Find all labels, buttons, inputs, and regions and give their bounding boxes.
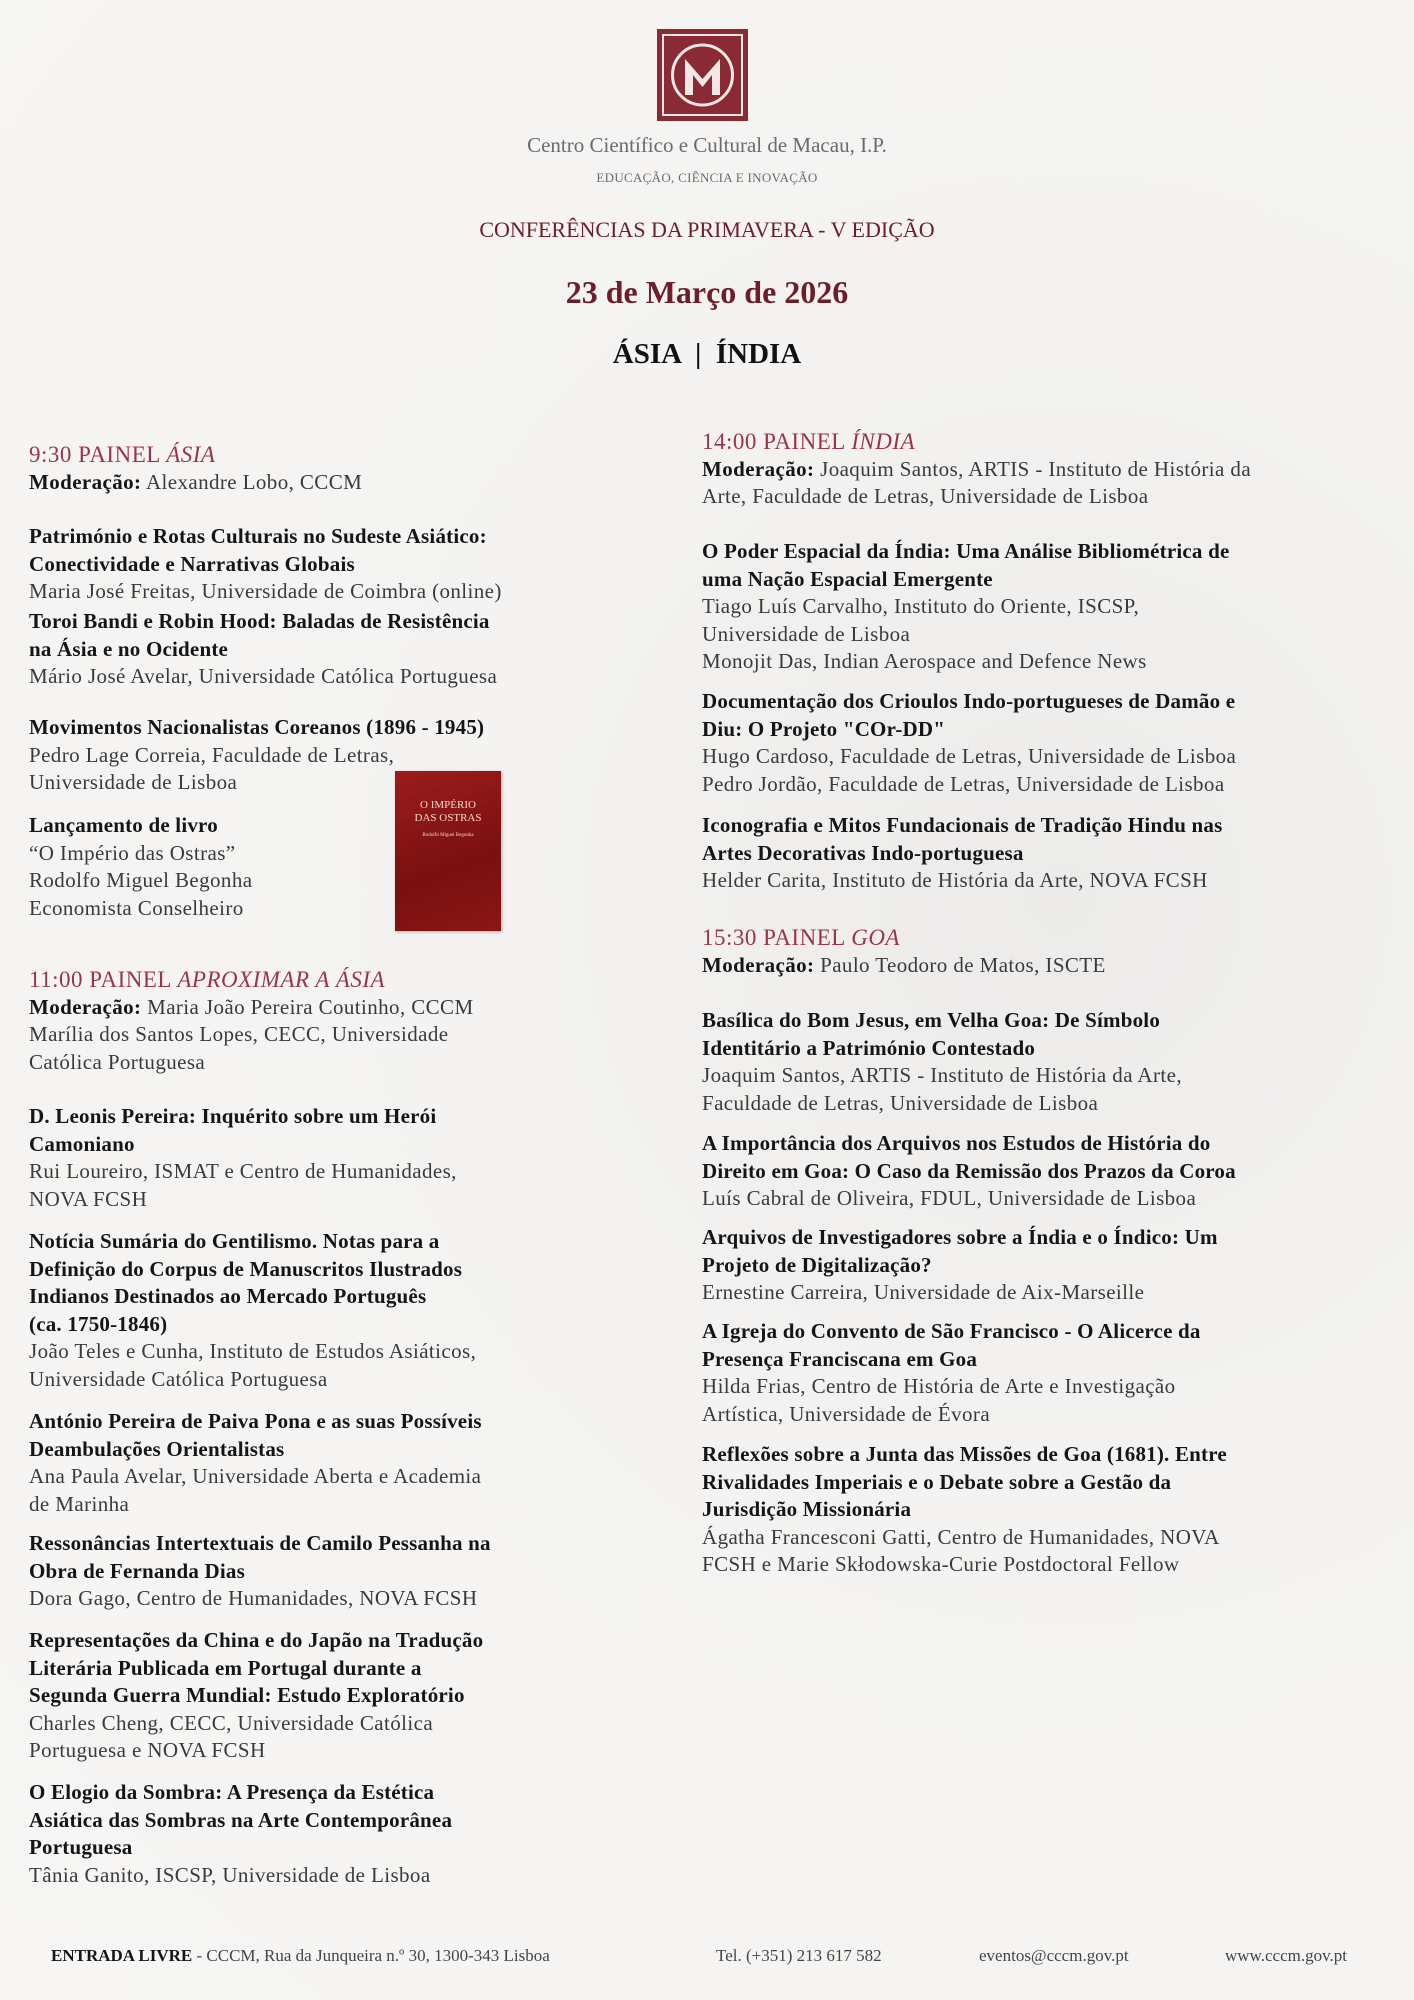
- talk-title: Toroi Bandi e Robin Hood: Baladas de Resistência: [29, 609, 490, 633]
- talk-title: Portuguesa: [29, 1835, 133, 1859]
- entry-label: ENTRADA LIVRE: [51, 1946, 193, 1965]
- footer-website[interactable]: www.cccm.gov.pt: [1225, 1946, 1347, 1965]
- panel-title: [702, 428, 1342, 456]
- talk-item: [29, 1228, 669, 1393]
- moderation-line: [29, 1049, 669, 1077]
- talk-title: Obra de Fernanda Dias: [29, 1558, 245, 1583]
- talk-item: [702, 1318, 1342, 1428]
- talk-title: Ressonâncias Intertextuais de Camilo Pessanha na: [29, 1531, 491, 1555]
- talk-speaker: Joaquim Santos, ARTIS - Instituto de História da Arte,: [702, 1063, 1182, 1087]
- moderation-line: [29, 1021, 669, 1049]
- moderation-line: [29, 469, 669, 497]
- book-cover-title-2: DAS OSTRAS: [414, 812, 482, 824]
- talk-item: [29, 1530, 669, 1613]
- address-text: - CCCM, Rua da Junqueira n.º 30, 1300-343 Lisboa: [192, 1946, 550, 1965]
- panel-name: ÍNDIA: [851, 429, 916, 454]
- talk-title: Definição do Corpus de Manuscritos Ilustrados: [29, 1256, 463, 1281]
- talk-item: [702, 538, 1342, 676]
- talk-title: Direito em Goa: O Caso da Remissão dos Prazos da Coroa: [702, 1158, 1236, 1183]
- talk-speaker: Charles Cheng, CECC, Universidade Católica: [29, 1710, 434, 1735]
- talk-speaker: FCSH e Marie Skłodowska-Curie Postdoctoral Fellow: [702, 1552, 1180, 1576]
- talk-speaker: Portuguesa e NOVA FCSH: [29, 1738, 266, 1762]
- talk-title: Arquivos de Investigadores sobre a Índia e o Índico: Um: [702, 1225, 1218, 1249]
- moderation-label: Moderação:: [702, 456, 815, 481]
- talk-title: Notícia Sumária do Gentilismo. Notas para a: [29, 1229, 440, 1253]
- talk-item: [29, 812, 669, 922]
- talk-speaker: Hilda Frias, Centro de História de Arte e Investigação: [702, 1374, 1176, 1398]
- talk-title: D. Leonis Pereira: Inquérito sobre um Herói: [29, 1104, 437, 1128]
- panel-header: [702, 924, 1342, 979]
- talk-speaker: Helder Carita, Instituto de História da Arte, NOVA FCSH: [702, 868, 1208, 892]
- talk-title: Projeto de Digitalização?: [702, 1252, 932, 1277]
- talk-title: Literária Publicada em Portugal durante a: [29, 1655, 422, 1680]
- talk-title: Diu: O Projeto "COr-DD": [702, 716, 946, 741]
- talk-item: [702, 1007, 1342, 1117]
- panel-title: [702, 924, 1342, 952]
- event-date: 23 de Março de 2026: [565, 274, 849, 310]
- talk-item: [29, 1408, 669, 1518]
- moderation-text: Paulo Teodoro de Matos, ISCTE: [814, 952, 1106, 977]
- org-tagline: EDUCAÇÃO, CIÊNCIA E INOVAÇÃO: [596, 170, 818, 185]
- talk-title: Artes Decorativas Indo-portuguesa: [702, 840, 1024, 865]
- talk-title: Conectividade e Narrativas Globais: [29, 551, 355, 576]
- talk-title: O Poder Espacial da Índia: Uma Análise Bibliométrica de: [702, 539, 1230, 563]
- panel-title: [29, 966, 669, 994]
- footer-email[interactable]: eventos@cccm.gov.pt: [979, 1946, 1129, 1965]
- panel-time: 14:00 PAINEL: [702, 429, 852, 454]
- talk-title: Presença Franciscana em Goa: [702, 1346, 978, 1371]
- talk-speaker: Ana Paula Avelar, Universidade Aberta e Academia: [29, 1464, 482, 1488]
- talk-speaker: Dora Gago, Centro de Humanidades, NOVA FCSH: [29, 1586, 478, 1610]
- talk-title: Deambulações Orientalistas: [29, 1436, 285, 1461]
- talk-title: Camoniano: [29, 1131, 135, 1156]
- panel-header: [29, 441, 669, 496]
- talk-item: [702, 812, 1342, 895]
- panel-name: ÁSIA: [166, 442, 216, 467]
- talk-speaker: Maria José Freitas, Universidade de Coimbra (online): [29, 579, 502, 603]
- talk-item: [702, 1130, 1342, 1213]
- talk-speaker: Tiago Luís Carvalho, Instituto do Oriente, ISCSP,: [702, 594, 1140, 618]
- talk-title: uma Nação Espacial Emergente: [702, 566, 993, 591]
- footer-phone: Tel. (+351) 213 617 582: [716, 1946, 882, 1965]
- talk-title: Reflexões sobre a Junta das Missões de Goa (1681). Entre: [702, 1442, 1227, 1466]
- moderation-line: [702, 483, 1342, 511]
- talk-title: Rivalidades Imperiais e o Debate sobre a Gestão da: [702, 1469, 1172, 1494]
- talk-item: [702, 1224, 1342, 1307]
- talk-title: Representações da China e do Japão na Tradução: [29, 1628, 484, 1652]
- panel-name: APROXIMAR A ÁSIA: [177, 967, 386, 992]
- book-cover-author: Rodolfo Miguel Begonha: [422, 833, 474, 838]
- talk-title: Segunda Guerra Mundial: Estudo Exploratório: [29, 1683, 465, 1707]
- panel-time: 11:00 PAINEL: [29, 967, 178, 992]
- talk-speaker: João Teles e Cunha, Instituto de Estudos Asiáticos,: [29, 1339, 477, 1363]
- moderation-text: Católica Portuguesa: [29, 1049, 206, 1074]
- talk-speaker: Ágatha Francesconi Gatti, Centro de Humanidades, NOVA: [702, 1524, 1220, 1549]
- talk-item: [29, 714, 669, 797]
- talk-title: Lançamento de livro: [29, 813, 218, 837]
- talk-speaker: Universidade de Lisboa: [29, 770, 238, 794]
- talk-item: [702, 688, 1342, 798]
- talk-speaker: Faculdade de Letras, Universidade de Lisboa: [702, 1090, 1099, 1115]
- event-theme: ÁSIA | ÍNDIA: [612, 338, 802, 370]
- talk-item: [29, 1103, 669, 1213]
- moderation-line: [702, 952, 1342, 980]
- talk-title: Movimentos Nacionalistas Coreanos (1896 - 1945): [29, 715, 485, 739]
- moderation-text: Alexandre Lobo, CCCM: [141, 469, 363, 494]
- panel-time: 15:30 PAINEL: [702, 925, 852, 950]
- talk-title: Documentação dos Crioulos Indo-portugueses de Damão e: [702, 689, 1236, 713]
- talk-title: O Elogio da Sombra: A Presença da Estética: [29, 1780, 435, 1804]
- talk-title: Indianos Destinados ao Mercado Português: [29, 1284, 427, 1308]
- talk-title: António Pereira de Paiva Pona e as suas Possíveis: [29, 1409, 482, 1433]
- moderation-label: Moderação:: [702, 952, 815, 977]
- talk-item: [29, 1779, 669, 1889]
- talk-speaker: NOVA FCSH: [29, 1186, 148, 1211]
- footer-address: [51, 1946, 550, 1966]
- talk-speaker: de Marinha: [29, 1491, 130, 1516]
- talk-speaker: Universidade de Lisboa: [702, 621, 911, 646]
- talk-speaker: Pedro Jordão, Faculdade de Letras, Universidade de Lisboa: [702, 771, 1225, 796]
- moderation-text: Joaquim Santos, ARTIS - Instituto de História da: [814, 456, 1252, 481]
- moderation-label: Moderação:: [29, 469, 142, 494]
- talk-title: Identitário a Património Contestado: [702, 1035, 1036, 1060]
- moderation-text: Maria João Pereira Coutinho, CCCM: [141, 994, 474, 1019]
- talk-speaker: Universidade Católica Portuguesa: [29, 1366, 328, 1391]
- talk-speaker: Economista Conselheiro: [29, 895, 244, 920]
- talk-title: Basílica do Bom Jesus, em Velha Goa: De Símbolo: [702, 1008, 1161, 1032]
- talk-title: Asiática das Sombras na Arte Contemporânea: [29, 1807, 453, 1832]
- talk-item: [29, 523, 669, 606]
- talk-title: A Importância dos Arquivos nos Estudos de História do: [702, 1131, 1211, 1155]
- panel-header: [702, 428, 1342, 511]
- talk-title: (ca. 1750-1846): [29, 1311, 168, 1336]
- talk-speaker: Pedro Lage Correia, Faculdade de Letras,: [29, 742, 395, 767]
- talk-speaker: Tânia Ganito, ISCSP, Universidade de Lisboa: [29, 1862, 431, 1887]
- talk-speaker: “O Império das Ostras”: [29, 840, 236, 865]
- cccm-logo: [657, 29, 748, 121]
- talk-item: [29, 608, 669, 691]
- event-series: CONFERÊNCIAS DA PRIMAVERA - V EDIÇÃO: [479, 217, 935, 242]
- talk-speaker: Artística, Universidade de Évora: [702, 1401, 991, 1426]
- panel-title: [29, 441, 669, 469]
- book-cover-title: O IMPÉRIO: [420, 799, 476, 811]
- talk-speaker: Mário José Avelar, Universidade Católica Portuguesa: [29, 664, 498, 688]
- talk-item: [29, 1627, 669, 1765]
- talk-speaker: Rodolfo Miguel Begonha: [29, 868, 253, 892]
- panel-name: GOA: [851, 925, 900, 950]
- talk-title: Iconografia e Mitos Fundacionais de Tradição Hindu nas: [702, 813, 1223, 837]
- talk-speaker: Luís Cabral de Oliveira, FDUL, Universidade de Lisboa: [702, 1186, 1197, 1210]
- talk-title: Jurisdição Missionária: [702, 1497, 912, 1521]
- talk-title: na Ásia e no Ocidente: [29, 636, 229, 661]
- panel-header: [29, 966, 669, 1076]
- talk-speaker: Monojit Das, Indian Aerospace and Defence News: [702, 649, 1147, 673]
- panel-time: 9:30 PAINEL: [29, 442, 167, 467]
- book-cover-image: [395, 771, 501, 931]
- talk-speaker: Hugo Cardoso, Faculdade de Letras, Universidade de Lisboa: [702, 744, 1237, 768]
- moderation-line: [29, 994, 669, 1022]
- org-name: Centro Científico e Cultural de Macau, I.P.: [527, 133, 887, 157]
- talk-speaker: Ernestine Carreira, Universidade de Aix-Marseille: [702, 1280, 1145, 1304]
- moderation-text: Marília dos Santos Lopes, CECC, Universidade: [29, 1022, 449, 1046]
- moderation-label: Moderação:: [29, 994, 142, 1019]
- talk-title: A Igreja do Convento de São Francisco - O Alicerce da: [702, 1319, 1201, 1343]
- talk-title: Património e Rotas Culturais no Sudeste Asiático:: [29, 524, 487, 548]
- moderation-text: Arte, Faculdade de Letras, Universidade de Lisboa: [702, 484, 1149, 508]
- talk-speaker: Rui Loureiro, ISMAT e Centro de Humanidades,: [29, 1159, 457, 1183]
- moderation-line: [702, 456, 1342, 484]
- talk-item: [702, 1441, 1342, 1579]
